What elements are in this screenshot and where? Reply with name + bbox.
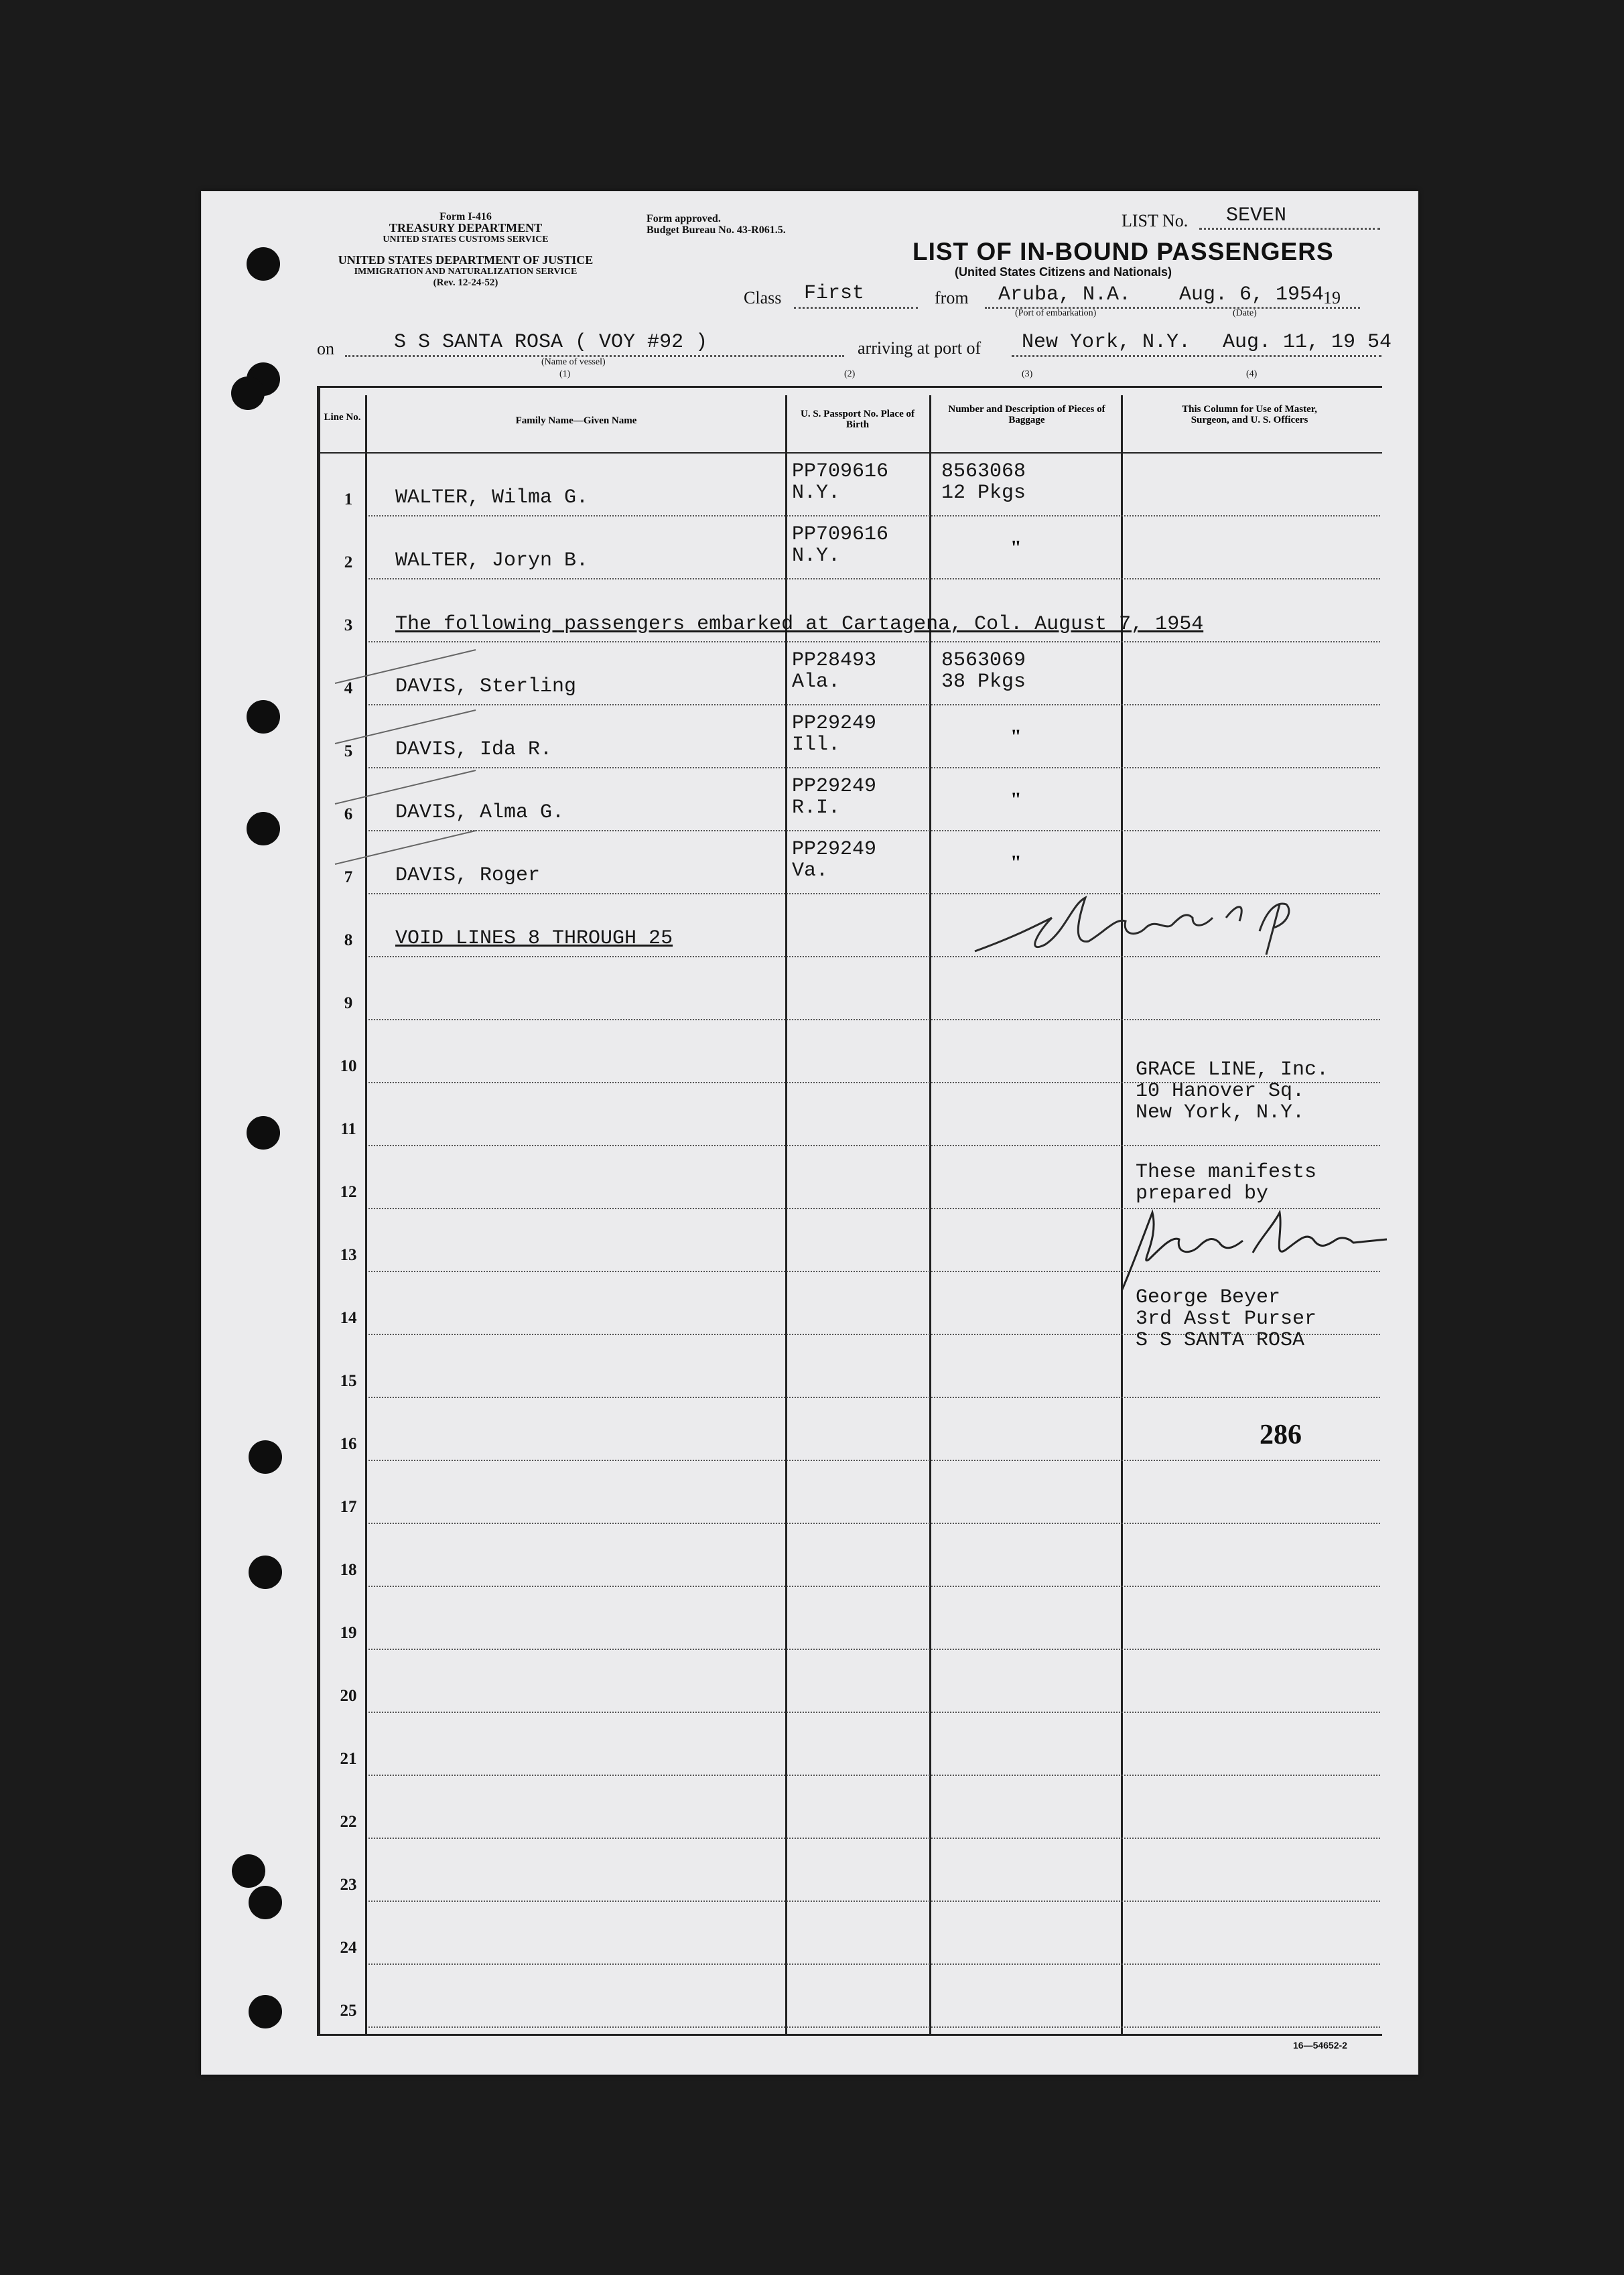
ins-service: IMMIGRATION AND NATURALIZATION SERVICE [354,267,578,277]
row-divider [368,1838,1380,1839]
row-divider [368,1775,1380,1776]
passport-number: PP28493 [792,649,877,672]
list-no-label: LIST No. [1122,211,1189,230]
ditto-mark: " [1010,726,1022,748]
table-left-border [317,386,320,2035]
place-of-birth: Ala. [792,671,841,693]
punch-hole [249,1440,282,1474]
passport-number: PP29249 [792,712,877,735]
col-number-4: (4) [1246,369,1258,379]
col-header-name: Family Name—Given Name [515,415,637,426]
form-approved: Form approved. [647,213,721,224]
line-number: 19 [340,1624,357,1642]
punch-hole [249,1556,282,1589]
signer-vessel: S S SANTA ROSA [1136,1329,1305,1352]
line-number: 18 [340,1561,357,1579]
passenger-name: DAVIS, Alma G. [395,801,565,824]
prepared-line-1: These manifests [1136,1161,1317,1184]
approval-block [647,213,786,236]
budget-bureau: Budget Bureau No. 43-R061.5. [647,224,786,236]
company-address: 10 Hanover Sq. [1136,1080,1305,1103]
passenger-name: DAVIS, Ida R. [395,738,553,761]
row-divider [368,1901,1380,1902]
vessel-value: S S SANTA ROSA ( VOY #92 ) [394,331,708,354]
revision-date: (Rev. 12-24-52) [433,277,498,288]
class-line [794,307,918,309]
col-header-baggage: Number and Description of Pieces of Baggage [948,404,1105,425]
line-number: 9 [344,994,353,1012]
passenger-name: WALTER, Joryn B. [395,549,589,572]
line-number: 3 [344,616,353,634]
line-number: 16 [340,1435,357,1453]
baggage-number: 8563069 [941,649,1026,672]
line-number: 7 [344,868,353,886]
ditto-mark: " [1010,537,1022,559]
row-divider [368,704,1380,705]
pencil-check-marks [328,643,489,898]
row-divider [368,1712,1380,1713]
vessel-caption: (Name of vessel) [541,357,606,367]
row-divider [368,1586,1380,1587]
row-divider [368,830,1380,831]
passenger-name: VOID LINES 8 THROUGH 25 [395,927,673,950]
row-divider [368,1460,1380,1461]
line-number: 2 [344,553,353,571]
passenger-name: DAVIS, Roger [395,864,541,887]
place-of-birth: Ill. [792,734,841,756]
ditto-mark: " [1010,788,1022,811]
form-number: Form I-416 [439,211,492,222]
line-number: 5 [344,742,353,760]
row-divider [368,515,1380,516]
company-city: New York, N.Y. [1136,1101,1305,1124]
row-divider [368,578,1380,579]
col-header-officers: This Column for Use of Master, Surgeon, and U. S. Officers [1182,404,1317,425]
from-port-value: Aruba, N.A. [998,283,1132,306]
punch-hole [249,1995,282,2028]
line-number: 11 [340,1120,356,1138]
col-divider-line [365,395,367,2035]
col-number-2: (2) [844,369,856,379]
cartagena-note: The following passengers embarked at Cartagena, Col. August 7, 1954 [395,613,1204,636]
row-divider [368,1397,1380,1398]
punch-hole [247,247,280,281]
line-number: 14 [340,1309,357,1327]
page-number: 286 [1260,1420,1302,1450]
punch-hole [247,700,280,734]
form-id-block [368,211,563,245]
line-number: 10 [340,1057,357,1075]
col-header-passport: U. S. Passport No. Place of Birth [801,409,915,430]
baggage-pieces: 38 Pkgs [941,671,1026,693]
line-number: 1 [344,490,353,508]
line-number: 13 [340,1246,357,1264]
passport-number: PP29249 [792,775,877,798]
line-number: 8 [344,931,353,949]
place-of-birth: R.I. [792,797,841,819]
col-number-1: (1) [559,369,571,379]
signature-george-beyer [1112,1199,1394,1300]
punch-hole [249,1886,282,1919]
port-embark-caption: (Port of embarkation) [1015,308,1097,318]
date-caption: (Date) [1233,308,1257,318]
passport-number: PP29249 [792,838,877,861]
row-divider [368,1145,1380,1146]
passenger-name: WALTER, Wilma G. [395,486,589,509]
row-divider [368,1523,1380,1524]
table-bottom-border [317,2034,1382,2036]
footer-form-code: 16—54652-2 [1293,2040,1347,2051]
line-number: 23 [340,1876,357,1894]
col-header-line: Line No. [324,412,361,423]
col-number-3: (3) [1022,369,1033,379]
from-label: from [935,288,969,307]
line-number: 6 [344,805,353,823]
from-date-value: Aug. 6, 1954 [1179,283,1325,306]
page-title: LIST OF IN-BOUND PASSENGERS [912,238,1334,265]
arrival-date-value: Aug. 11, 19 54 [1223,331,1392,354]
line-number: 4 [344,679,353,697]
signer-name: George Beyer [1136,1286,1281,1309]
year-suffix: 19 [1323,288,1341,307]
prepared-line-2: prepared by [1136,1182,1269,1205]
dept-block [312,255,620,289]
ditto-mark: " [1010,851,1022,874]
customs-service: UNITED STATES CUSTOMS SERVICE [383,234,549,245]
line-number: 21 [340,1750,357,1768]
row-divider [368,1649,1380,1650]
line-number: 15 [340,1372,357,1390]
signer-title: 3rd Asst Purser [1136,1308,1317,1330]
line-number: 24 [340,1939,357,1957]
row-divider [368,1019,1380,1020]
punch-hole [231,376,265,410]
table-top-border [317,386,1382,388]
header-bottom-line [320,452,1382,454]
place-of-birth: N.Y. [792,545,841,567]
treasury-dept: TREASURY DEPARTMENT [389,221,543,234]
page-subtitle: (United States Citizens and Nationals) [955,265,1172,279]
line-number: 12 [340,1183,357,1201]
line-number: 20 [340,1687,357,1705]
passport-number: PP709616 [792,523,889,546]
baggage-pieces: 12 Pkgs [941,482,1026,504]
line-number: 25 [340,2002,357,2020]
list-no-line [1199,228,1380,230]
row-divider [368,641,1380,642]
row-divider [368,2026,1380,2028]
baggage-number: 8563068 [941,460,1026,483]
justice-dept: UNITED STATES DEPARTMENT OF JUSTICE [338,253,594,267]
row-divider [368,1963,1380,1965]
line-number: 17 [340,1498,357,1516]
list-no-value: SEVEN [1226,204,1287,227]
arrival-port-value: New York, N.Y. [1022,331,1191,354]
arriving-label: arriving at port of [858,338,982,358]
company-name: GRACE LINE, Inc. [1136,1058,1329,1081]
punch-hole [247,1116,280,1150]
on-label: on [317,339,334,358]
class-label: Class [744,288,782,307]
punch-hole [232,1854,265,1888]
handwritten-initials [971,891,1347,965]
passenger-name: DAVIS, Sterling [395,675,577,698]
passport-number: PP709616 [792,460,889,483]
row-divider [368,767,1380,768]
line-number: 22 [340,1813,357,1831]
arrival-line [1012,355,1381,357]
place-of-birth: Va. [792,859,829,882]
class-value: First [804,282,865,305]
punch-hole [247,812,280,845]
place-of-birth: N.Y. [792,482,841,504]
